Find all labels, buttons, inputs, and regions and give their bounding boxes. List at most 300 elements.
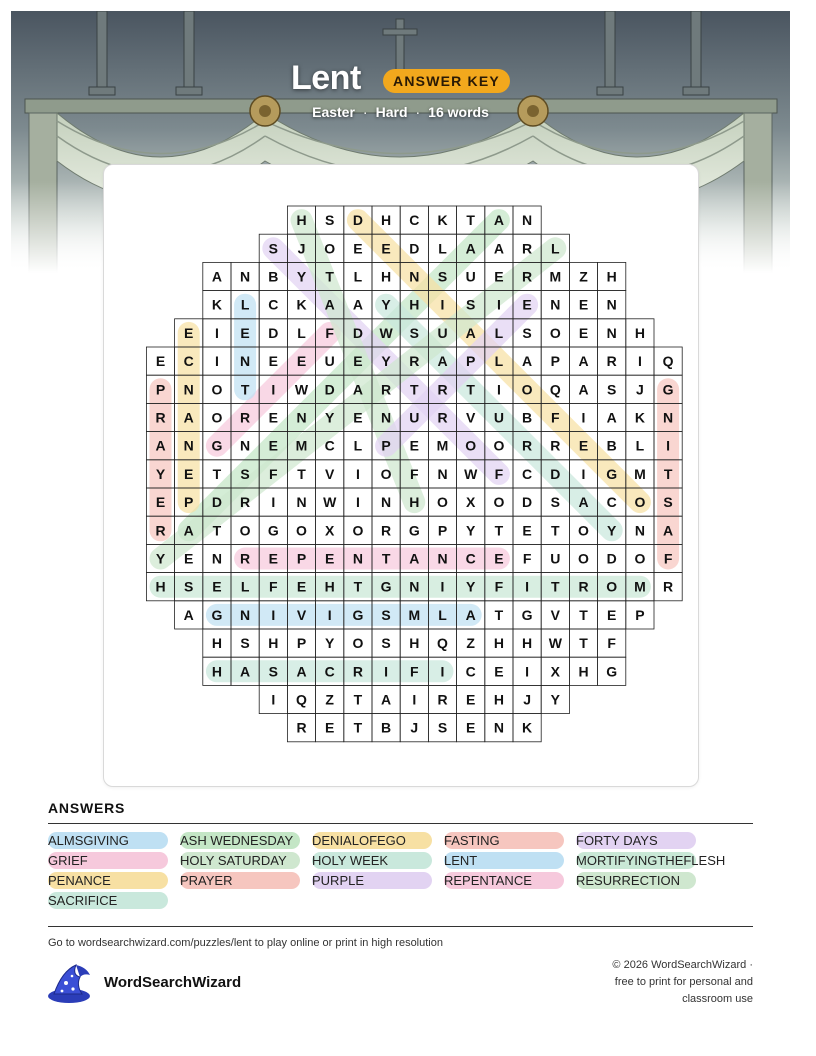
grid-letter: E [268, 550, 278, 567]
grid-letter: O [465, 437, 477, 454]
grid-letter: R [155, 409, 166, 426]
grid-letter: N [240, 437, 251, 454]
grid-letter: M [408, 606, 421, 623]
grid-letter: N [550, 296, 561, 313]
grid-letter: R [437, 691, 448, 708]
grid-letter: K [211, 296, 222, 313]
puzzle-title: Lent [291, 59, 361, 97]
grid-letter: D [550, 465, 561, 482]
grid-letter: G [211, 437, 223, 454]
grid-letter: I [384, 663, 389, 680]
grid-letter: A [493, 240, 504, 257]
brand-block [46, 963, 306, 1007]
grid-letter: N [183, 437, 194, 454]
grid-letter: Z [579, 268, 588, 285]
grid-letter: X [466, 494, 476, 511]
grid-letter: N [634, 522, 645, 539]
grid-letter: R [522, 437, 533, 454]
grid-letter: R [381, 381, 392, 398]
grid-letter: Y [325, 635, 335, 652]
grid-letter: G [267, 522, 279, 539]
answer-word-label: PURPLE [312, 873, 365, 888]
grid-letter: K [437, 212, 448, 229]
brand-name: WordSearchWizard [104, 974, 242, 991]
answer-word-label: REPENTANCE [444, 873, 532, 888]
grid-letter: N [409, 268, 420, 285]
grid-letter: C [324, 437, 335, 454]
grid-letter: H [324, 578, 335, 595]
grid-letter: R [550, 437, 561, 454]
grid-letter: E [466, 719, 476, 736]
grid-letter: B [268, 268, 279, 285]
grid-letter: C [268, 296, 279, 313]
grid-letter: S [663, 494, 673, 511]
grid-letter: N [352, 550, 363, 567]
answers-heading: ANSWERS [48, 800, 126, 816]
grid-letter: S [268, 240, 278, 257]
grid-letter: S [522, 324, 532, 341]
grid-letter: D [268, 324, 279, 341]
answers-divider [48, 823, 753, 824]
grid-letter: I [214, 324, 219, 341]
meta-word-count: 16 words [428, 104, 489, 120]
grid-letter: P [184, 494, 194, 511]
grid-letter: L [353, 437, 363, 454]
grid-letter: E [296, 353, 307, 370]
grid-letter: E [522, 296, 532, 313]
grid-letter: I [525, 578, 530, 595]
grid-letter: E [494, 268, 504, 285]
answer-word-label: MORTIFYINGTHEFLESH [576, 853, 726, 868]
answer-word [48, 852, 168, 869]
grid-letter: F [269, 465, 278, 482]
grid-letter: I [355, 465, 360, 482]
footer-url-text: Go to wordsearchwizard.com/puzzles/lent to play online or print in high resolution [48, 937, 443, 949]
grid-letter: A [183, 409, 194, 426]
grid-letter: E [268, 409, 278, 426]
grid-letter: T [212, 465, 222, 482]
grid-letter: H [211, 663, 222, 680]
grid-letter: O [521, 381, 533, 398]
grid-letter: H [211, 635, 222, 652]
grid-letter: H [155, 578, 166, 595]
grid-letter: F [522, 550, 532, 567]
grid-letter: E [494, 550, 504, 567]
answer-word [576, 872, 696, 889]
grid-letter: A [324, 296, 335, 313]
grid-letter: S [466, 296, 476, 313]
grid-letter: R [522, 240, 533, 257]
grid-letter: E [353, 353, 363, 370]
grid-letter: A [465, 324, 476, 341]
grid-letter: T [551, 522, 560, 539]
answer-word [576, 852, 726, 869]
grid-letter: K [522, 719, 533, 736]
grid-letter: N [296, 409, 307, 426]
grid-letter: A [211, 268, 222, 285]
grid-letter: F [494, 465, 504, 482]
grid-letter: A [183, 606, 194, 623]
grid-letter: N [183, 381, 194, 398]
grid-letter: Q [662, 353, 674, 370]
grid-letter: Z [466, 635, 475, 652]
answer-word [48, 832, 168, 849]
grid-letter: V [325, 465, 335, 482]
answer-word-label: LENT [444, 853, 478, 868]
grid-letter: R [240, 409, 251, 426]
grid-letter: T [579, 635, 588, 652]
answer-word-label: PENANCE [48, 873, 111, 888]
answer-word-label: ALMSGIVING [48, 833, 129, 848]
answer-word-label: HOLY SATURDAY [180, 853, 287, 868]
grid-letter: E [184, 324, 194, 341]
grid-letter: I [271, 691, 276, 708]
grid-letter: O [352, 635, 364, 652]
grid-letter: O [211, 381, 223, 398]
grid-letter: S [607, 381, 617, 398]
grid-letter: Y [550, 691, 560, 708]
grid-letter: V [466, 409, 476, 426]
grid-letter: N [493, 719, 504, 736]
grid-letter: A [155, 437, 166, 454]
meta-theme: Easter [312, 104, 355, 120]
grid-letter: A [465, 606, 476, 623]
grid-letter: N [409, 578, 420, 595]
grid-letter: R [606, 353, 617, 370]
answer-word [444, 872, 564, 889]
answer-word-label: DENIALOFEGO [312, 833, 406, 848]
grid-letter: R [240, 494, 251, 511]
grid-letter: R [663, 578, 674, 595]
grid-letter: B [606, 437, 617, 454]
grid-letter: H [381, 212, 392, 229]
grid-letter: S [409, 324, 419, 341]
grid-letter: H [578, 663, 589, 680]
grid-letter: L [494, 353, 504, 370]
grid-letter: U [493, 409, 504, 426]
grid-letter: A [352, 381, 363, 398]
grid-letter: I [214, 353, 219, 370]
grid-letter: S [381, 606, 391, 623]
grid-letter: B [381, 719, 392, 736]
grid-letter: W [379, 324, 393, 341]
grid-letter: R [409, 353, 420, 370]
grid-letter: F [269, 578, 278, 595]
grid-letter: Y [155, 465, 166, 482]
grid-letter: A [663, 522, 674, 539]
grid-letter: O [493, 494, 505, 511]
grid-letter: G [408, 522, 420, 539]
grid-letter: W [323, 494, 337, 511]
grid-letter: Y [607, 522, 617, 539]
grid-letter: I [496, 381, 501, 398]
grid-letter: L [353, 268, 363, 285]
grid-letter: T [494, 522, 504, 539]
grid-letter: E [240, 324, 250, 341]
grid-letter: G [521, 606, 533, 623]
grid-letter: R [352, 663, 363, 680]
grid-letter: E [268, 437, 278, 454]
answer-word [180, 852, 300, 869]
grid-letter: U [437, 324, 448, 341]
grid-letter: H [409, 635, 420, 652]
grid-letter: R [240, 550, 251, 567]
grid-letter: O [437, 494, 448, 511]
grid-letter: P [296, 550, 307, 567]
grid-letter: C [409, 212, 420, 229]
grid-letter: A [493, 212, 504, 229]
grid-letter: F [551, 409, 560, 426]
grid-letter: I [355, 494, 360, 511]
grid-letter: G [352, 606, 364, 623]
grid-letter: E [325, 550, 335, 567]
grid-letter: F [325, 324, 334, 341]
grid-letter: N [437, 550, 448, 567]
grid-letter: Y [325, 409, 335, 426]
grid-letter: E [353, 409, 363, 426]
grid-letter: A [465, 240, 476, 257]
grid-letter: A [437, 353, 448, 370]
grid-letter: E [494, 663, 504, 680]
grid-letter: Y [381, 296, 391, 313]
answer-word [180, 832, 300, 849]
grid-letter: J [636, 381, 644, 398]
grid-letter: T [212, 522, 222, 539]
grid-letter: F [663, 550, 673, 567]
grid-letter: C [183, 353, 194, 370]
answer-key-badge: ANSWER KEY [383, 69, 510, 93]
grid-letter: E [155, 494, 166, 511]
grid-letter: T [325, 268, 334, 285]
answer-word [576, 832, 696, 849]
grid-letter: T [410, 381, 419, 398]
grid-letter: R [437, 409, 448, 426]
grid-letter: L [297, 324, 306, 341]
answer-word [48, 872, 168, 889]
grid-letter: T [551, 578, 560, 595]
grid-letter: T [353, 719, 363, 736]
grid-letter: N [606, 296, 617, 313]
grid-letter: Y [296, 268, 307, 285]
grid-letter: Z [325, 691, 334, 708]
grid-letter: C [522, 465, 533, 482]
answer-word [444, 852, 564, 869]
grid-letter: C [606, 494, 617, 511]
grid-letter: E [607, 606, 617, 623]
grid-letter: N [663, 409, 674, 426]
grid-letter: D [324, 381, 335, 398]
grid-letter: O [296, 522, 307, 539]
grid-letter: Y [466, 522, 476, 539]
grid-letter: O [578, 550, 589, 567]
grid-letter: R [155, 522, 166, 539]
grid-letter: E [184, 550, 194, 567]
grid-letter: E [578, 437, 589, 454]
grid-letter: W [548, 635, 562, 652]
grid-letter: I [581, 465, 586, 482]
grid-letter: I [581, 409, 586, 426]
grid-letter: H [409, 494, 420, 511]
grid-letter: Q [296, 691, 307, 708]
grid-letter: S [325, 212, 335, 229]
grid-letter: H [381, 268, 392, 285]
grid-letter: T [466, 381, 475, 398]
grid-letter: T [240, 381, 250, 398]
grid-letter: A [522, 353, 533, 370]
grid-letter: O [380, 465, 392, 482]
grid-letter: G [211, 606, 223, 623]
grid-letter: H [606, 268, 617, 285]
grid-letter: N [606, 324, 617, 341]
grid-letter: P [155, 381, 166, 398]
answer-word-label: FORTY DAYS [576, 833, 658, 848]
grid-letter: I [440, 296, 445, 313]
grid-letter: H [409, 296, 420, 313]
grid-letter: S [381, 635, 391, 652]
grid-letter: S [437, 719, 448, 736]
grid-letter: E [578, 324, 589, 341]
grid-letter: K [296, 296, 307, 313]
grid-letter: C [324, 663, 335, 680]
grid-letter: M [634, 465, 646, 482]
grid-letter: M [634, 578, 646, 595]
answer-word [312, 832, 432, 849]
grid-letter: F [410, 465, 419, 482]
grid-letter: O [324, 240, 336, 257]
grid-letter: O [634, 494, 646, 511]
grid-letter: E [268, 353, 278, 370]
grid-letter: F [410, 663, 419, 680]
grid-letter: E [466, 691, 476, 708]
grid-letter: I [637, 353, 642, 370]
grid-letter: U [550, 550, 561, 567]
grid-letter: T [494, 606, 504, 623]
grid-letter: I [412, 691, 417, 708]
grid-letter: B [522, 409, 533, 426]
grid-letter: S [184, 578, 194, 595]
grid-letter: I [327, 606, 332, 623]
grid-letter: A [578, 494, 589, 511]
grid-letter: T [466, 212, 475, 229]
grid-letter: L [438, 240, 447, 257]
grid-letter: C [465, 663, 476, 680]
grid-letter: S [240, 635, 250, 652]
grid-letter: E [409, 437, 419, 454]
grid-letter: X [550, 663, 560, 680]
grid-letter: M [295, 437, 308, 454]
grid-letter: V [550, 606, 560, 623]
grid-letter: O [549, 324, 561, 341]
answer-word [312, 852, 432, 869]
grid-letter: A [578, 353, 589, 370]
grid-letter: S [550, 494, 560, 511]
grid-letter: E [212, 578, 222, 595]
grid-letter: R [296, 719, 307, 736]
grid-letter: I [271, 381, 276, 398]
grid-letter: O [578, 522, 589, 539]
grid-letter: G [606, 465, 618, 482]
grid-letter: U [409, 409, 420, 426]
grid-letter: L [551, 240, 560, 257]
grid-letter: N [296, 494, 307, 511]
grid-letter: O [606, 578, 618, 595]
answer-word-label: SACRIFICE [48, 893, 118, 908]
grid-letter: E [296, 578, 307, 595]
grid-letter: L [635, 437, 645, 454]
grid-letter: K [634, 409, 645, 426]
grid-letter: H [634, 324, 645, 341]
copyright-text: © 2026 WordSearchWizard · free to print for personal and classroom use [612, 959, 753, 1005]
grid-letter: N [381, 494, 392, 511]
grid-letter: D [409, 240, 420, 257]
grid-letter: M [436, 437, 449, 454]
grid-letter: E [578, 296, 589, 313]
grid-letter: U [324, 353, 335, 370]
grid-letter: A [409, 550, 420, 567]
grid-letter: I [440, 663, 445, 680]
grid-letter: P [437, 522, 448, 539]
grid-letter: Y [381, 353, 391, 370]
answer-word-label: GRIEF [48, 853, 88, 868]
grid-letter: I [440, 578, 445, 595]
grid-letter: P [296, 635, 307, 652]
grid-letter: A [183, 522, 194, 539]
grid-letter: J [523, 691, 531, 708]
grid-letter: H [493, 691, 504, 708]
grid-letter: L [438, 606, 447, 623]
grid-letter: C [465, 550, 476, 567]
grid-letter: O [493, 437, 505, 454]
answer-word [180, 872, 300, 889]
grid-letter: N [381, 409, 392, 426]
answer-word-label: RESURRECTION [576, 873, 681, 888]
grid-letter: T [663, 465, 673, 482]
grid-letter: D [352, 324, 363, 341]
grid-letter: T [297, 465, 306, 482]
grid-letter: D [606, 550, 617, 567]
grid-letter: L [240, 296, 250, 313]
grid-letter: R [522, 268, 533, 285]
answer-word [312, 872, 432, 889]
grid-letter: E [155, 353, 166, 370]
grid-letter: V [296, 606, 307, 623]
meta-difficulty: Hard [375, 104, 408, 120]
grid-letter: A [578, 381, 589, 398]
grid-letter: G [662, 381, 674, 398]
grid-letter: T [579, 606, 588, 623]
grid-letter: A [240, 663, 251, 680]
grid-letter: S [268, 663, 278, 680]
puzzle-meta: Easter · Hard · 16 words [312, 104, 489, 120]
answer-word-label: ASH WEDNESDAY [180, 833, 294, 848]
grid-letter: H [268, 635, 279, 652]
grid-letter: Q [549, 381, 561, 398]
grid-letter: Y [155, 550, 166, 567]
grid-letter: N [522, 212, 533, 229]
grid-letter: R [437, 381, 448, 398]
answer-word [48, 892, 168, 909]
grid-letter: I [496, 296, 501, 313]
answer-word [444, 832, 564, 849]
grid-letter: N [437, 465, 448, 482]
grid-letter: P [635, 606, 645, 623]
grid-letter: O [352, 522, 364, 539]
grid-letter: J [410, 719, 419, 736]
grid-letter: P [466, 353, 476, 370]
grid-letter: E [522, 522, 532, 539]
grid-letter: A [381, 691, 392, 708]
grid-letter: A [352, 296, 363, 313]
